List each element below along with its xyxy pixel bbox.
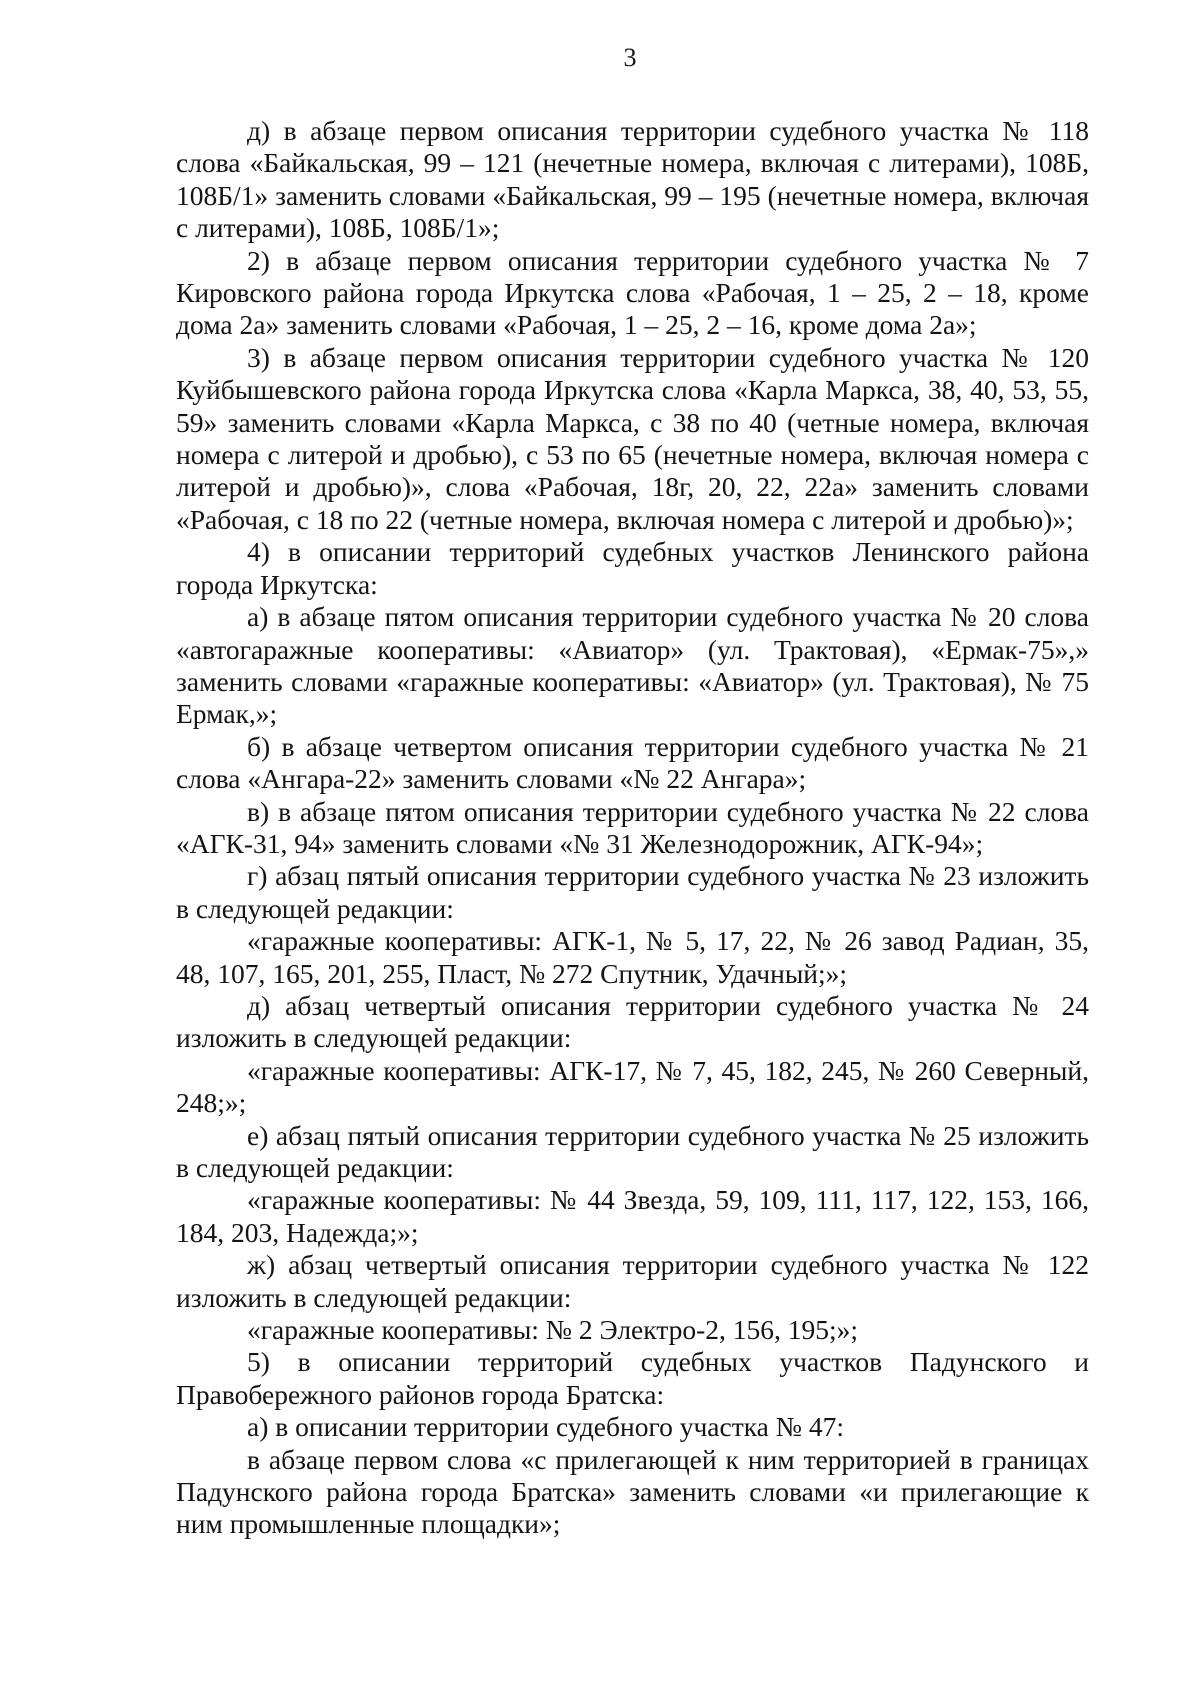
quote-item-24: «гаражные кооперативы: АГК-17, № 7, 45, 182, 245, № 260 Северный, 248;»; xyxy=(176,1054,1089,1119)
paragraph-4d-item-24: д) абзац четвертый описания территории судебного участка № 24 изложить в следующей редакции: xyxy=(176,989,1089,1054)
paragraph-4a-item-20: а) в абзаце пятом описания территории судебного участка № 20 слова «автогаражные кооперативы: «Авиатор» (ул. Трактовая), «Ермак-75»,» заменить словами «гаражные кооперативы: «Авиатор» (ул. Трактовая), № 75 Ермак,»; xyxy=(176,601,1089,730)
paragraph-5a-item-47: а) в описании территории судебного участка № 47: xyxy=(247,1411,844,1443)
paragraph-4v-item-22: в) в абзаце пятом описания территории судебного участка № 22 слова «АГК-31, 94» заменить словами «№ 31 Железнодорожник, АГК-94»; xyxy=(176,795,1089,859)
paragraph-1d-item-118: д) в абзаце первом описания территории судебного участка № 118 слова «Байкальская, 99 – 121 (нечетные номера, включая с литерами), 108Б, 108Б/1» заменить словами «Байкальская, 99 – 195 (нечетные номера, включая с литерами), 108Б, 108Б/1»; xyxy=(176,115,1089,244)
paragraph-4g-item-23: г) абзац пятый описания территории судебного участка № 23 изложить в следующей редакции: xyxy=(176,860,1089,924)
paragraph-2-kirovsky-district: 2) в абзаце первом описания территории судебного участка № 7 Кировского района города Иркутска слова «Рабочая, 1 – 25, 2 – 18, кроме дома 2а» заменить словами «Рабочая, 1 – 25, 2 – 16, кроме дома 2а»; xyxy=(176,244,1089,341)
paragraph-5a-first-abzac: в абзаце первом слова «с прилегающей к ним территорией в границах Падунского района города Братска» заменить словами «и прилегающие к ним промышленные площадки»; xyxy=(176,1443,1089,1540)
paragraph-4b-item-21: б) в абзаце четвертом описания территории судебного участка № 21 слова «Ангара-22» заменить словами «№ 22 Ангара»; xyxy=(176,730,1089,795)
document-body xyxy=(176,115,1089,1541)
quote-item-25: «гаражные кооперативы: № 44 Звезда, 59, 109, 111, 117, 122, 153, 166, 184, 203, Надежда;»; xyxy=(176,1184,1089,1248)
quote-item-122: «гаражные кооперативы: № 2 Электро-2, 156, 195;»; xyxy=(247,1314,859,1346)
paragraph-4-leninsky-district: 4) в описании территорий судебных участков Ленинского района города Иркутска: xyxy=(176,536,1089,600)
page-number: 3 xyxy=(623,43,637,72)
paragraph-4zh-item-122: ж) абзац четвертый описания территории судебного участка № 122 изложить в следующей редакции: xyxy=(176,1249,1089,1313)
quote-item-23: «гаражные кооперативы: АГК-1, № 5, 17, 22, № 26 завод Радиан, 35, 48, 107, 165, 201, 255, Пласт, № 272 Спутник, Удачный;»; xyxy=(176,925,1089,989)
paragraph-5-bratsk-districts: 5) в описании территорий судебных участков Падунского и Правобережного районов города Братска: xyxy=(176,1346,1089,1410)
paragraph-3-kuibyshevsky-district: 3) в абзаце первом описания территории судебного участка № 120 Куйбышевского района города Иркутска слова «Карла Маркса, 38, 40, 53, 55, 59» заменить словами «Карла Маркса, с 38 по 40 (четные номера, включая номера с литерой и дробью), с 53 по 65 (нечетные номера, включая номера с литерой и дробью)», слова «Рабочая, 18г, 20, 22, 22а» заменить словами «Рабочая, с 18 по 22 (четные номера, включая номера с литерой и дробью)»; xyxy=(176,341,1089,535)
paragraph-4e-item-25: е) абзац пятый описания территории судебного участка № 25 изложить в следующей редакции: xyxy=(176,1119,1089,1183)
